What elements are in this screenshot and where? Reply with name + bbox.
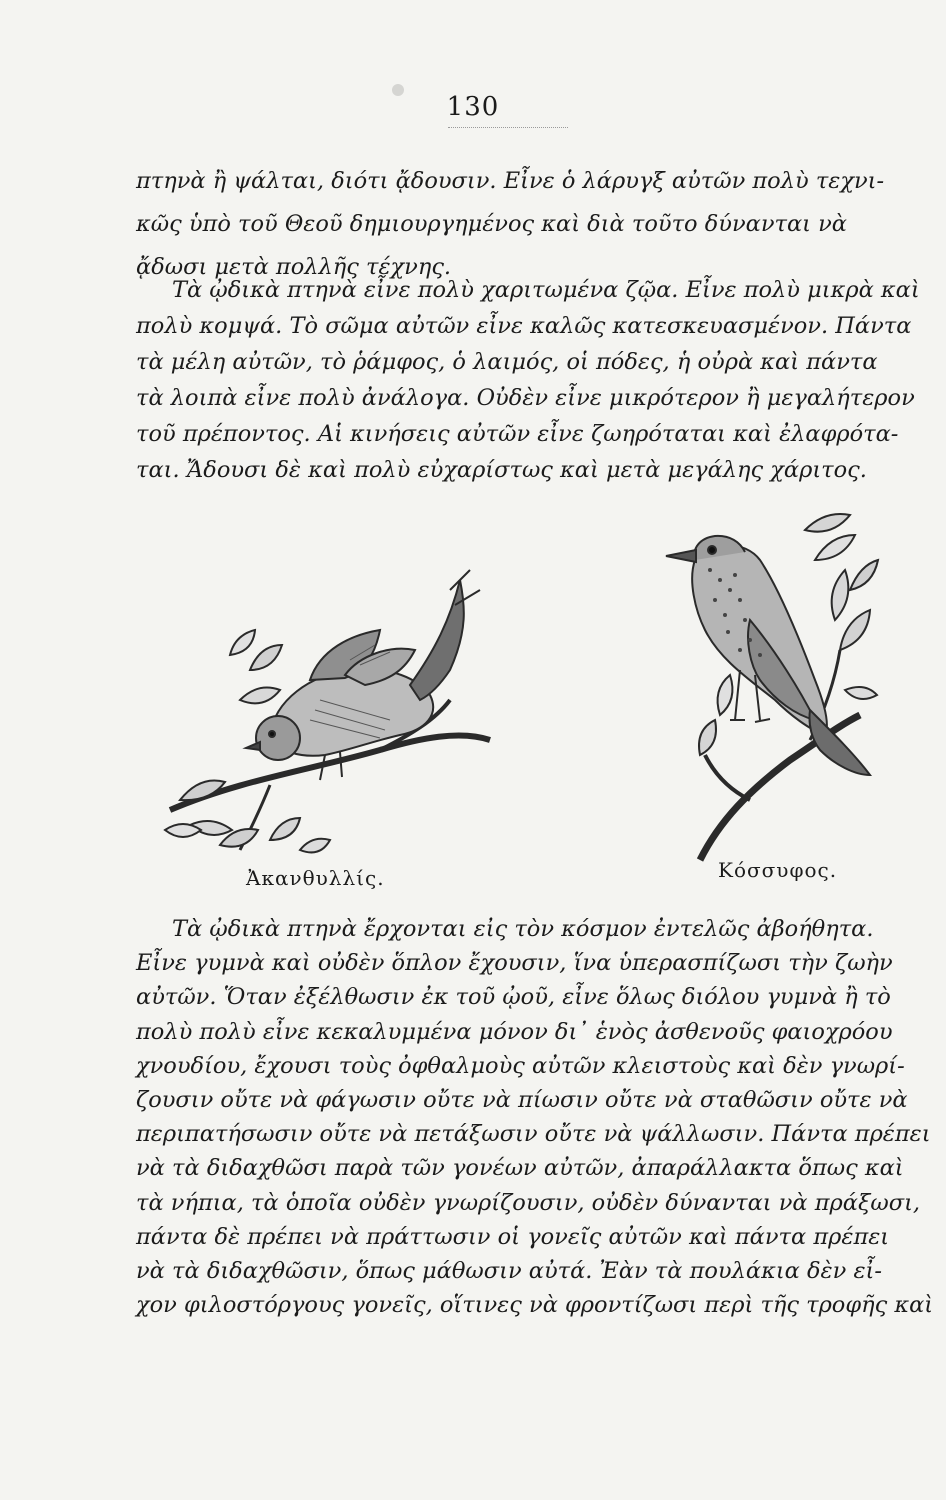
text-line: Τὰ ᾠδικὰ πτηνὰ ἔρχονται εἰς τὸν κόσμον ἐντελῶς ἀβοήθητα.: [172, 916, 874, 942]
paragraph-3: [136, 912, 936, 1322]
text-line: χον φιλοστόργους γονεῖς, οἵτινες νὰ φροντίζωσι περὶ τῆς τροφῆς καὶ: [136, 1292, 934, 1319]
text-line: πάντα δὲ πρέπει νὰ πράττωσιν οἱ γονεῖς αὐτῶν καὶ πάντα πρέπει: [136, 1223, 890, 1250]
page-number-rule: [448, 127, 568, 128]
text-line: ζουσιν οὔτε νὰ φάγωσιν οὔτε νὰ πίωσιν οὔτε νὰ σταθῶσιν οὔτε νὰ: [136, 1086, 908, 1113]
text-line: τοῦ πρέποντος. Αἱ κινήσεις αὐτῶν εἶνε ζωηρόταται καὶ ἐλαφρότα-: [136, 421, 899, 447]
text-line: περιπατήσωσιν οὔτε νὰ πετάξωσιν οὔτε νὰ ψάλλωσιν. Πάντα πρέπει: [136, 1121, 931, 1148]
text-line: πτηνὰ ἢ ψάλται, διότι ᾄδουσιν. Εἶνε ὁ λάρυγξ αὐτῶν πολὺ τεχνι-: [136, 168, 885, 194]
blackbird-caption: Κόσσυφος.: [718, 858, 838, 882]
page-number: 130: [446, 92, 500, 122]
text-line: νὰ τὰ διδαχθῶσι παρὰ τῶν γονέων αὐτῶν, ἀπαράλλακτα ὅπως καὶ: [136, 1155, 904, 1182]
text-line: τὰ νήπια, τὰ ὁποῖα οὐδὲν γνωρίζουσιν, οὐδὲν δύνανται νὰ πράξωσι,: [136, 1189, 921, 1216]
text-line: πολὺ κομψά. Τὸ σῶμα αὐτῶν εἶνε καλῶς κατεσκευασμένον. Πάντα: [136, 313, 912, 339]
text-line: τὰ μέλη αὐτῶν, τὸ ῥάμφος, ὁ λαιμός, οἱ πόδες, ἡ οὐρὰ καὶ πάντα: [136, 349, 878, 375]
paragraph-1: [136, 160, 936, 289]
blackbird-illustration: [600, 500, 880, 870]
text-line: πολὺ πολὺ εἶνε κεκαλυμμένα μόνον δι᾽ ἑνὸς ἀσθενοῦς φαιοχρόου: [136, 1018, 893, 1045]
text-line: κῶς ὑπὸ τοῦ Θεοῦ δημιουργημένος καὶ διὰ τοῦτο δύνανται νὰ: [136, 211, 847, 237]
text-line: τὰ λοιπὰ εἶνε πολὺ ἀνάλογα. Οὐδὲν εἶνε μικρότερον ἢ μεγαλήτερον: [136, 385, 915, 411]
text-line: αὐτῶν. Ὅταν ἐξέλθωσιν ἐκ τοῦ ᾠοῦ, εἶνε ὅλως διόλου γυμνὰ ἢ τὸ: [136, 984, 891, 1011]
text-line: ᾄδωσι μετὰ πολλῆς τέχνης.: [136, 254, 452, 280]
goldfinch-caption: Ἀκανθυλλίς.: [246, 866, 385, 890]
text-line: Τὰ ᾠδικὰ πτηνὰ εἶνε πολὺ χαριτωμένα ζῷα. Εἶνε πολὺ μικρὰ καὶ: [172, 277, 920, 303]
text-line: χνουδίου, ἔχουσι τοὺς ὀφθαλμοὺς αὐτῶν κλειστοὺς καὶ δὲν γνωρί-: [136, 1052, 905, 1079]
goldfinch-illustration: [150, 560, 520, 870]
text-line: Εἶνε γυμνὰ καὶ οὐδὲν ὅπλον ἔχουσιν, ἵνα ὑπερασπίζωσι τὴν ζωὴν: [136, 950, 893, 977]
text-line: νὰ τὰ διδαχθῶσιν, ὅπως μάθωσιν αὐτά. Ἐὰν τὰ πουλάκια δὲν εἶ-: [136, 1257, 882, 1284]
paragraph-2: [136, 272, 936, 488]
text-line: ται. Ἄδουσι δὲ καὶ πολὺ εὐχαρίστως καὶ μετὰ μεγάλης χάριτος.: [136, 457, 867, 483]
